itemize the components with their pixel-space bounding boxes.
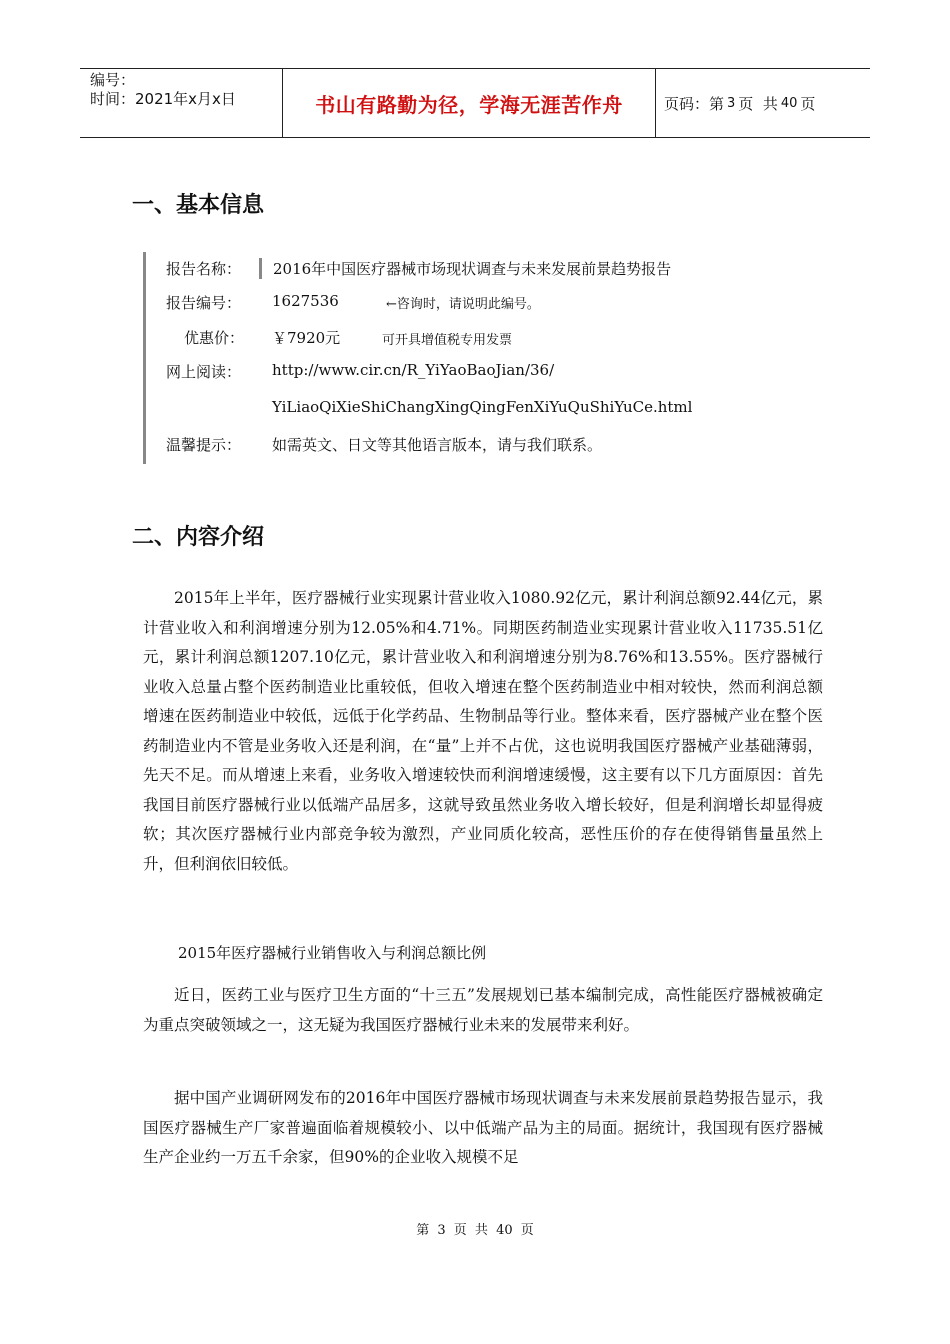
footer-suffix: 页	[520, 1223, 534, 1238]
info-label-price: 优惠价：	[184, 329, 245, 347]
info-value-url-line1[interactable]: http://www.cir.cn/R_YiYaoBaoJian/36/	[272, 361, 555, 379]
page-current: 3	[727, 95, 736, 111]
footer-prefix: 第	[416, 1223, 430, 1238]
info-value-price: ￥7920元	[272, 329, 341, 347]
page-suffix: 页	[800, 94, 816, 113]
footer-current: 3	[437, 1223, 446, 1238]
header-meta	[80, 69, 282, 137]
document-header	[80, 68, 870, 138]
info-note-price: 可开具增值税专用发票	[382, 333, 513, 348]
info-note-code: ←咨询时，请说明此编号。	[386, 297, 540, 312]
paragraph-3: 据中国产业调研网发布的2016年中国医疗器械市场现状调查与未来发展前景趋势报告显示，我国医疗器械生产厂家普遍面临着规模较小、以中低端产品为主的局面。据统计，我国现有医疗器械生产企业约一万五千余家，但90%的企业收入规模不足	[143, 1089, 823, 1166]
number-label: 编号：	[90, 71, 136, 89]
info-value-code: 1627536	[272, 292, 339, 310]
time-label: 时间：2021年x月x日	[90, 90, 236, 108]
section-title-basic-info: 一、基本信息	[132, 193, 265, 218]
header-motto: 书山有路勤为径，学海无涯苦作舟	[315, 92, 623, 117]
page-mid: 页 共	[738, 94, 778, 113]
footer-total: 40	[496, 1223, 513, 1238]
paragraph-1: 2015年上半年，医疗器械行业实现累计营业收入1080.92亿元，累计利润总额92.44亿元，累计营业收入和利润增速分别为12.05%和4.71%。同期医药制造业实现累计营业收入11735.51亿元，累计利润总额1207.10亿元，累计营业收入和利润增速分别为8.76%和13.55%。医疗器械行业收入总量占整个医药制造业比重较低，但收入增速在整个医药制造业中相对较快，然而利润总额增速在医药制造业中较低，远低于化学药品、生物制品等行业。整体来看，医疗器械产业在整个医药制造业内不管是业务收入还是利润，在“量”上并不占优，这也说明我国医疗器械产业基础薄弱，先天不足。而从增速上来看，业务收入增速较快而利润增速缓慢，这主要有以下几方面原因：首先我国目前医疗器械行业以低端产品居多，这就导致虽然业务收入增长较好，但是利润增长却显得疲软；其次医疗器械行业内部竞争较为激烈，产业同质化较高，恶性压价的存在使得销售量虽然上升，但利润依旧较低。	[143, 589, 823, 873]
page-total: 40	[780, 95, 798, 111]
figure-caption: 2015年医疗器械行业销售收入与利润总额比例	[178, 944, 487, 962]
info-value-url-line2[interactable]: YiLiaoQiXieShiChangXingQingFenXiYuQuShiYuCe.html	[272, 398, 693, 416]
footer-mid: 页 共	[453, 1223, 488, 1238]
page-prefix: 页码：第	[664, 94, 725, 113]
basic-info-box	[143, 252, 786, 464]
page-footer	[0, 1219, 950, 1238]
header-motto-cell	[282, 69, 656, 137]
info-label-online: 网上阅读：	[166, 363, 242, 381]
info-label-code: 报告编号：	[166, 294, 242, 312]
header-page-info	[656, 69, 870, 137]
info-label-name: 报告名称：	[166, 260, 242, 278]
section-title-content-intro: 二、内容介绍	[132, 525, 265, 550]
info-value-tip: 如需英文、日文等其他语言版本，请与我们联系。	[272, 436, 603, 454]
info-label-tip: 温馨提示：	[166, 436, 242, 454]
info-value-name: 2016年中国医疗器械市场现状调查与未来发展前景趋势报告	[259, 258, 671, 279]
paragraph-2: 近日，医药工业与医疗卫生方面的“十三五”发展规划已基本编制完成，高性能医疗器械被确定为重点突破领域之一，这无疑为我国医疗器械行业未来的发展带来利好。	[143, 986, 823, 1034]
